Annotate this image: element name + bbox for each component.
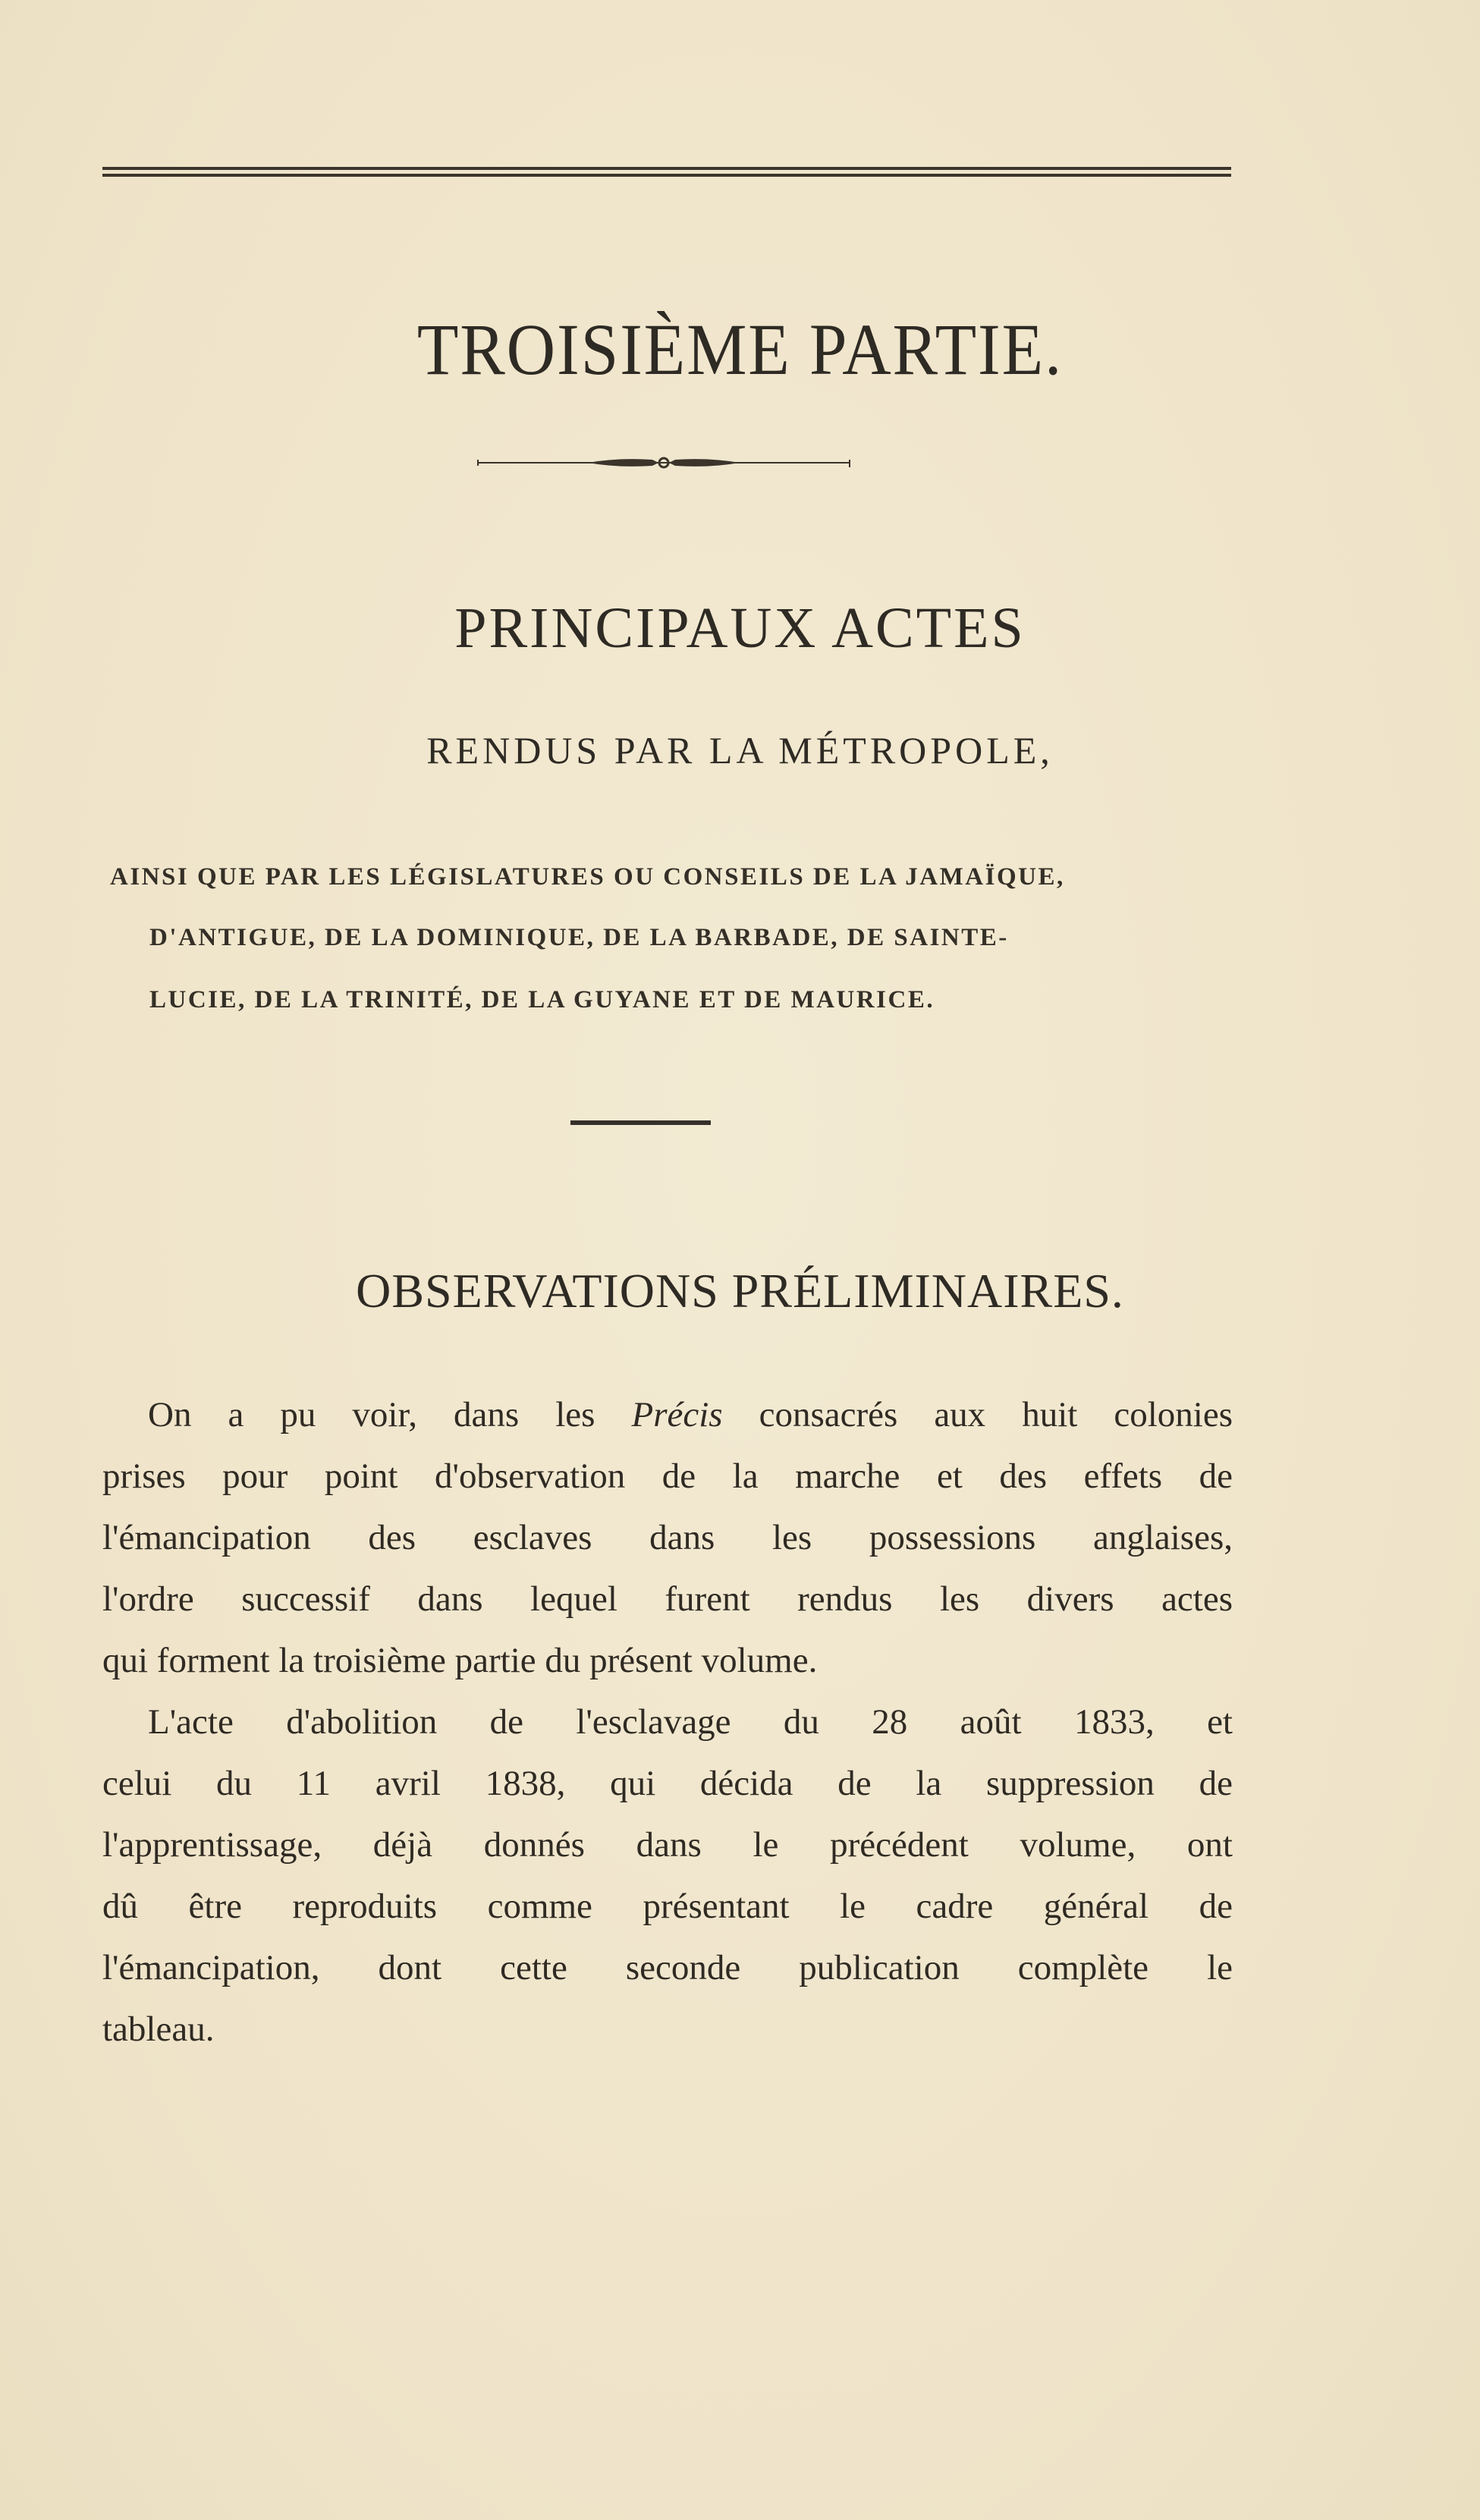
- paragraph-1-line-2: prises pour point d'observation de la marche et des effets de: [102, 1456, 1233, 1496]
- main-title: PRINCIPAUX ACTES: [454, 596, 1026, 660]
- paragraph-1-line-4: l'ordre successif dans lequel furent rendus les divers actes: [102, 1579, 1233, 1619]
- paragraph-2-line-6: tableau.: [102, 2009, 215, 2049]
- double-rule-divider: [102, 167, 1231, 178]
- paragraph-2-line-5: l'émancipation, dont cette seconde publication complète le: [102, 1948, 1233, 1987]
- short-rule-divider: [570, 1120, 711, 1125]
- paragraph-1-line-1: On a pu voir, dans les Précis consacrés aux huit colonies: [148, 1395, 1233, 1434]
- part-title: TROISIÈME PARTIE.: [416, 309, 1064, 390]
- emphasis-precis: Précis: [631, 1395, 723, 1434]
- paragraph-1-line-5: qui forment la troisième partie du présent volume.: [102, 1641, 818, 1680]
- paragraph-1-line-3: l'émancipation des esclaves dans les possessions anglaises,: [102, 1518, 1233, 1557]
- subtitle-line-1: AINSI QUE PAR LES LÉGISLATURES OU CONSEILS DE LA JAMAÏQUE,: [110, 863, 1065, 891]
- rule-line-bottom: [102, 174, 1231, 177]
- ornamental-divider-icon: [474, 455, 853, 470]
- paragraph-2-line-2: celui du 11 avril 1838, qui décida de la suppression de: [102, 1764, 1233, 1803]
- subtitle-line-3: LUCIE, DE LA TRINITÉ, DE LA GUYANE ET DE MAURICE.: [149, 986, 935, 1013]
- subtitle-line-2: D'ANTIGUE, DE LA DOMINIQUE, DE LA BARBADE, DE SAINTE-: [149, 924, 1009, 951]
- paragraph-2-line-1: L'acte d'abolition de l'esclavage du 28 août 1833, et: [148, 1702, 1233, 1742]
- rule-line-top: [102, 167, 1231, 170]
- subtitle: RENDUS PAR LA MÉTROPOLE,: [426, 729, 1054, 771]
- paragraph-2-line-3: l'apprentissage, déjà donnés dans le précédent volume, ont: [102, 1825, 1233, 1865]
- paragraph-2-line-4: dû être reproduits comme présentant le cadre général de: [102, 1887, 1233, 1926]
- section-title: OBSERVATIONS PRÉLIMINAIRES.: [356, 1264, 1124, 1318]
